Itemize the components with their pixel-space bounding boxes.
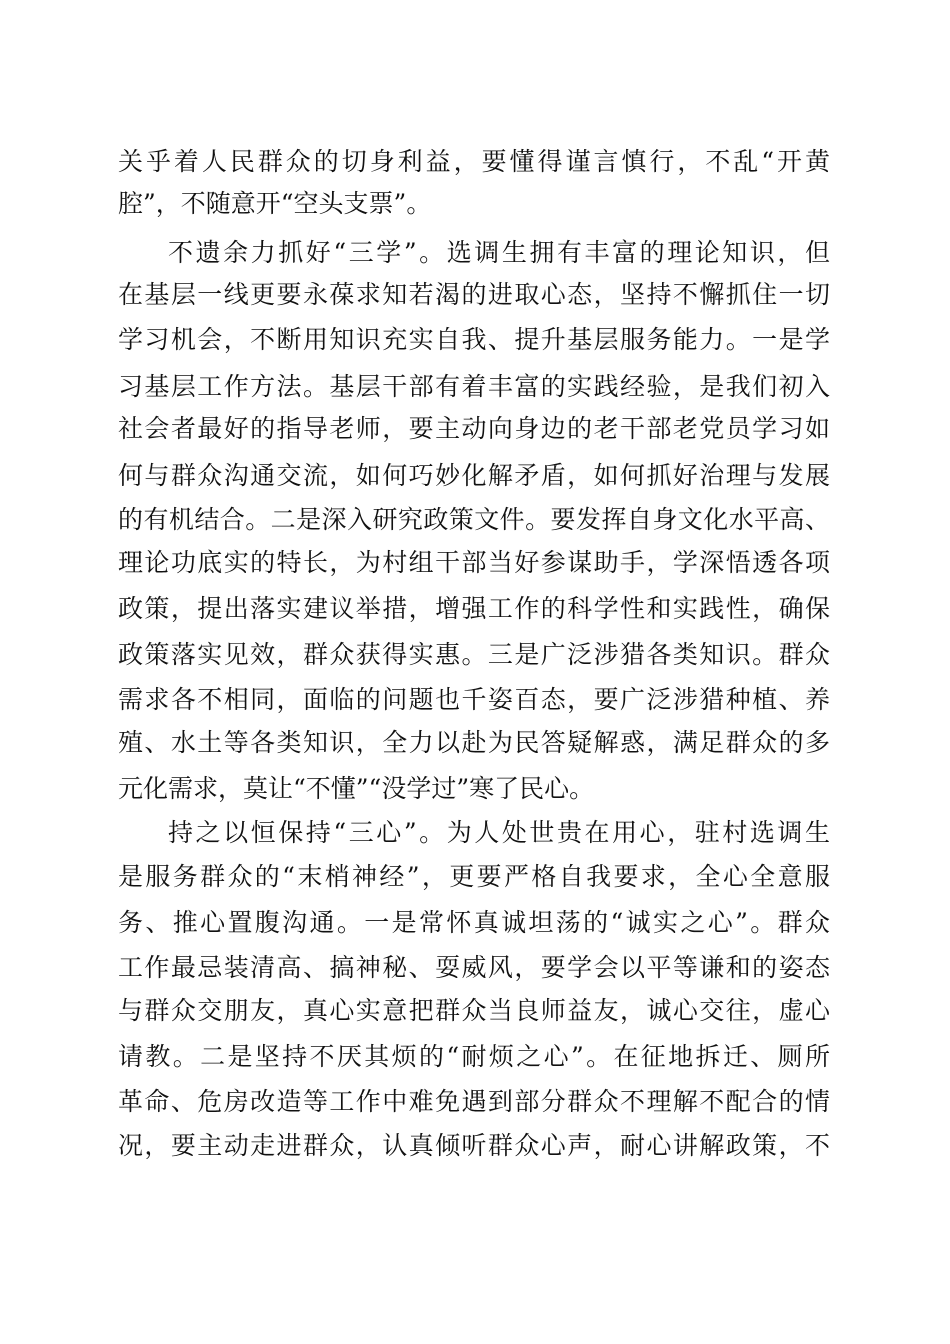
text-line-9: 的有机结合。二是深入研究政策文件。要发挥自身文化水平高、 bbox=[118, 505, 830, 534]
text-line-19: 工作最忌装清高、搞神秘、耍威风，要学会以平等谦和的姿态 bbox=[118, 953, 830, 982]
text-line-13: 需求各不相同，面临的问题也千姿百态，要广泛涉猎种植、养 bbox=[118, 685, 830, 714]
text-line-17: 是服务群众的“末梢神经”，更要严格自我要求，全心全意服 bbox=[118, 862, 830, 891]
text-line-23: 况，要主动走进群众，认真倾听群众心声，耐心讲解政策，不 bbox=[118, 1131, 830, 1160]
text-line-14: 殖、水土等各类知识，全力以赴为民答疑解惑，满足群众的多 bbox=[118, 728, 830, 757]
text-line-20: 与群众交朋友，真心实意把群众当良师益友，诚心交往，虚心 bbox=[118, 996, 830, 1025]
text-line-18: 务、推心置腹沟通。一是常怀真诚坦荡的“诚实之心”。群众 bbox=[118, 908, 830, 937]
text-line-11: 政策，提出落实建议举措，增强工作的科学性和实践性，确保 bbox=[118, 594, 830, 623]
text-line-2: 腔”，不随意开“空头支票”。 bbox=[118, 189, 432, 218]
text-line-7: 社会者最好的指导老师，要主动向身边的老干部老党员学习如 bbox=[118, 414, 830, 443]
text-line-21: 请教。二是坚持不厌其烦的“耐烦之心”。在征地拆迁、厕所 bbox=[118, 1042, 830, 1071]
text-line-8: 何与群众沟通交流，如何巧妙化解矛盾，如何抓好治理与发展 bbox=[118, 461, 830, 490]
text-line-12: 政策落实见效，群众获得实惠。三是广泛涉猎各类知识。群众 bbox=[118, 640, 830, 669]
text-line-6: 习基层工作方法。基层干部有着丰富的实践经验，是我们初入 bbox=[118, 372, 830, 401]
text-line-22: 革命、危房改造等工作中难免遇到部分群众不理解不配合的情 bbox=[118, 1087, 830, 1116]
text-line-15: 元化需求，莫让“不懂”“没学过”寒了民心。 bbox=[118, 774, 595, 803]
paragraph-heading-three-studies: 不遗余力抓好“三学”。选调生拥有丰富的理论知识，但 bbox=[168, 238, 830, 267]
text-line-5: 学习机会，不断用知识充实自我、提升基层服务能力。一是学 bbox=[118, 325, 830, 354]
text-line-1: 关乎着人民群众的切身利益，要懂得谨言慎行，不乱“开黄 bbox=[118, 147, 830, 176]
text-line-4: 在基层一线更要永葆求知若渴的进取心态，坚持不懈抓住一切 bbox=[118, 280, 830, 309]
paragraph-heading-three-hearts: 持之以恒保持“三心”。为人处世贵在用心，驻村选调生 bbox=[168, 818, 830, 847]
text-line-10: 理论功底实的特长，为村组干部当好参谋助手，学深悟透各项 bbox=[118, 548, 830, 577]
